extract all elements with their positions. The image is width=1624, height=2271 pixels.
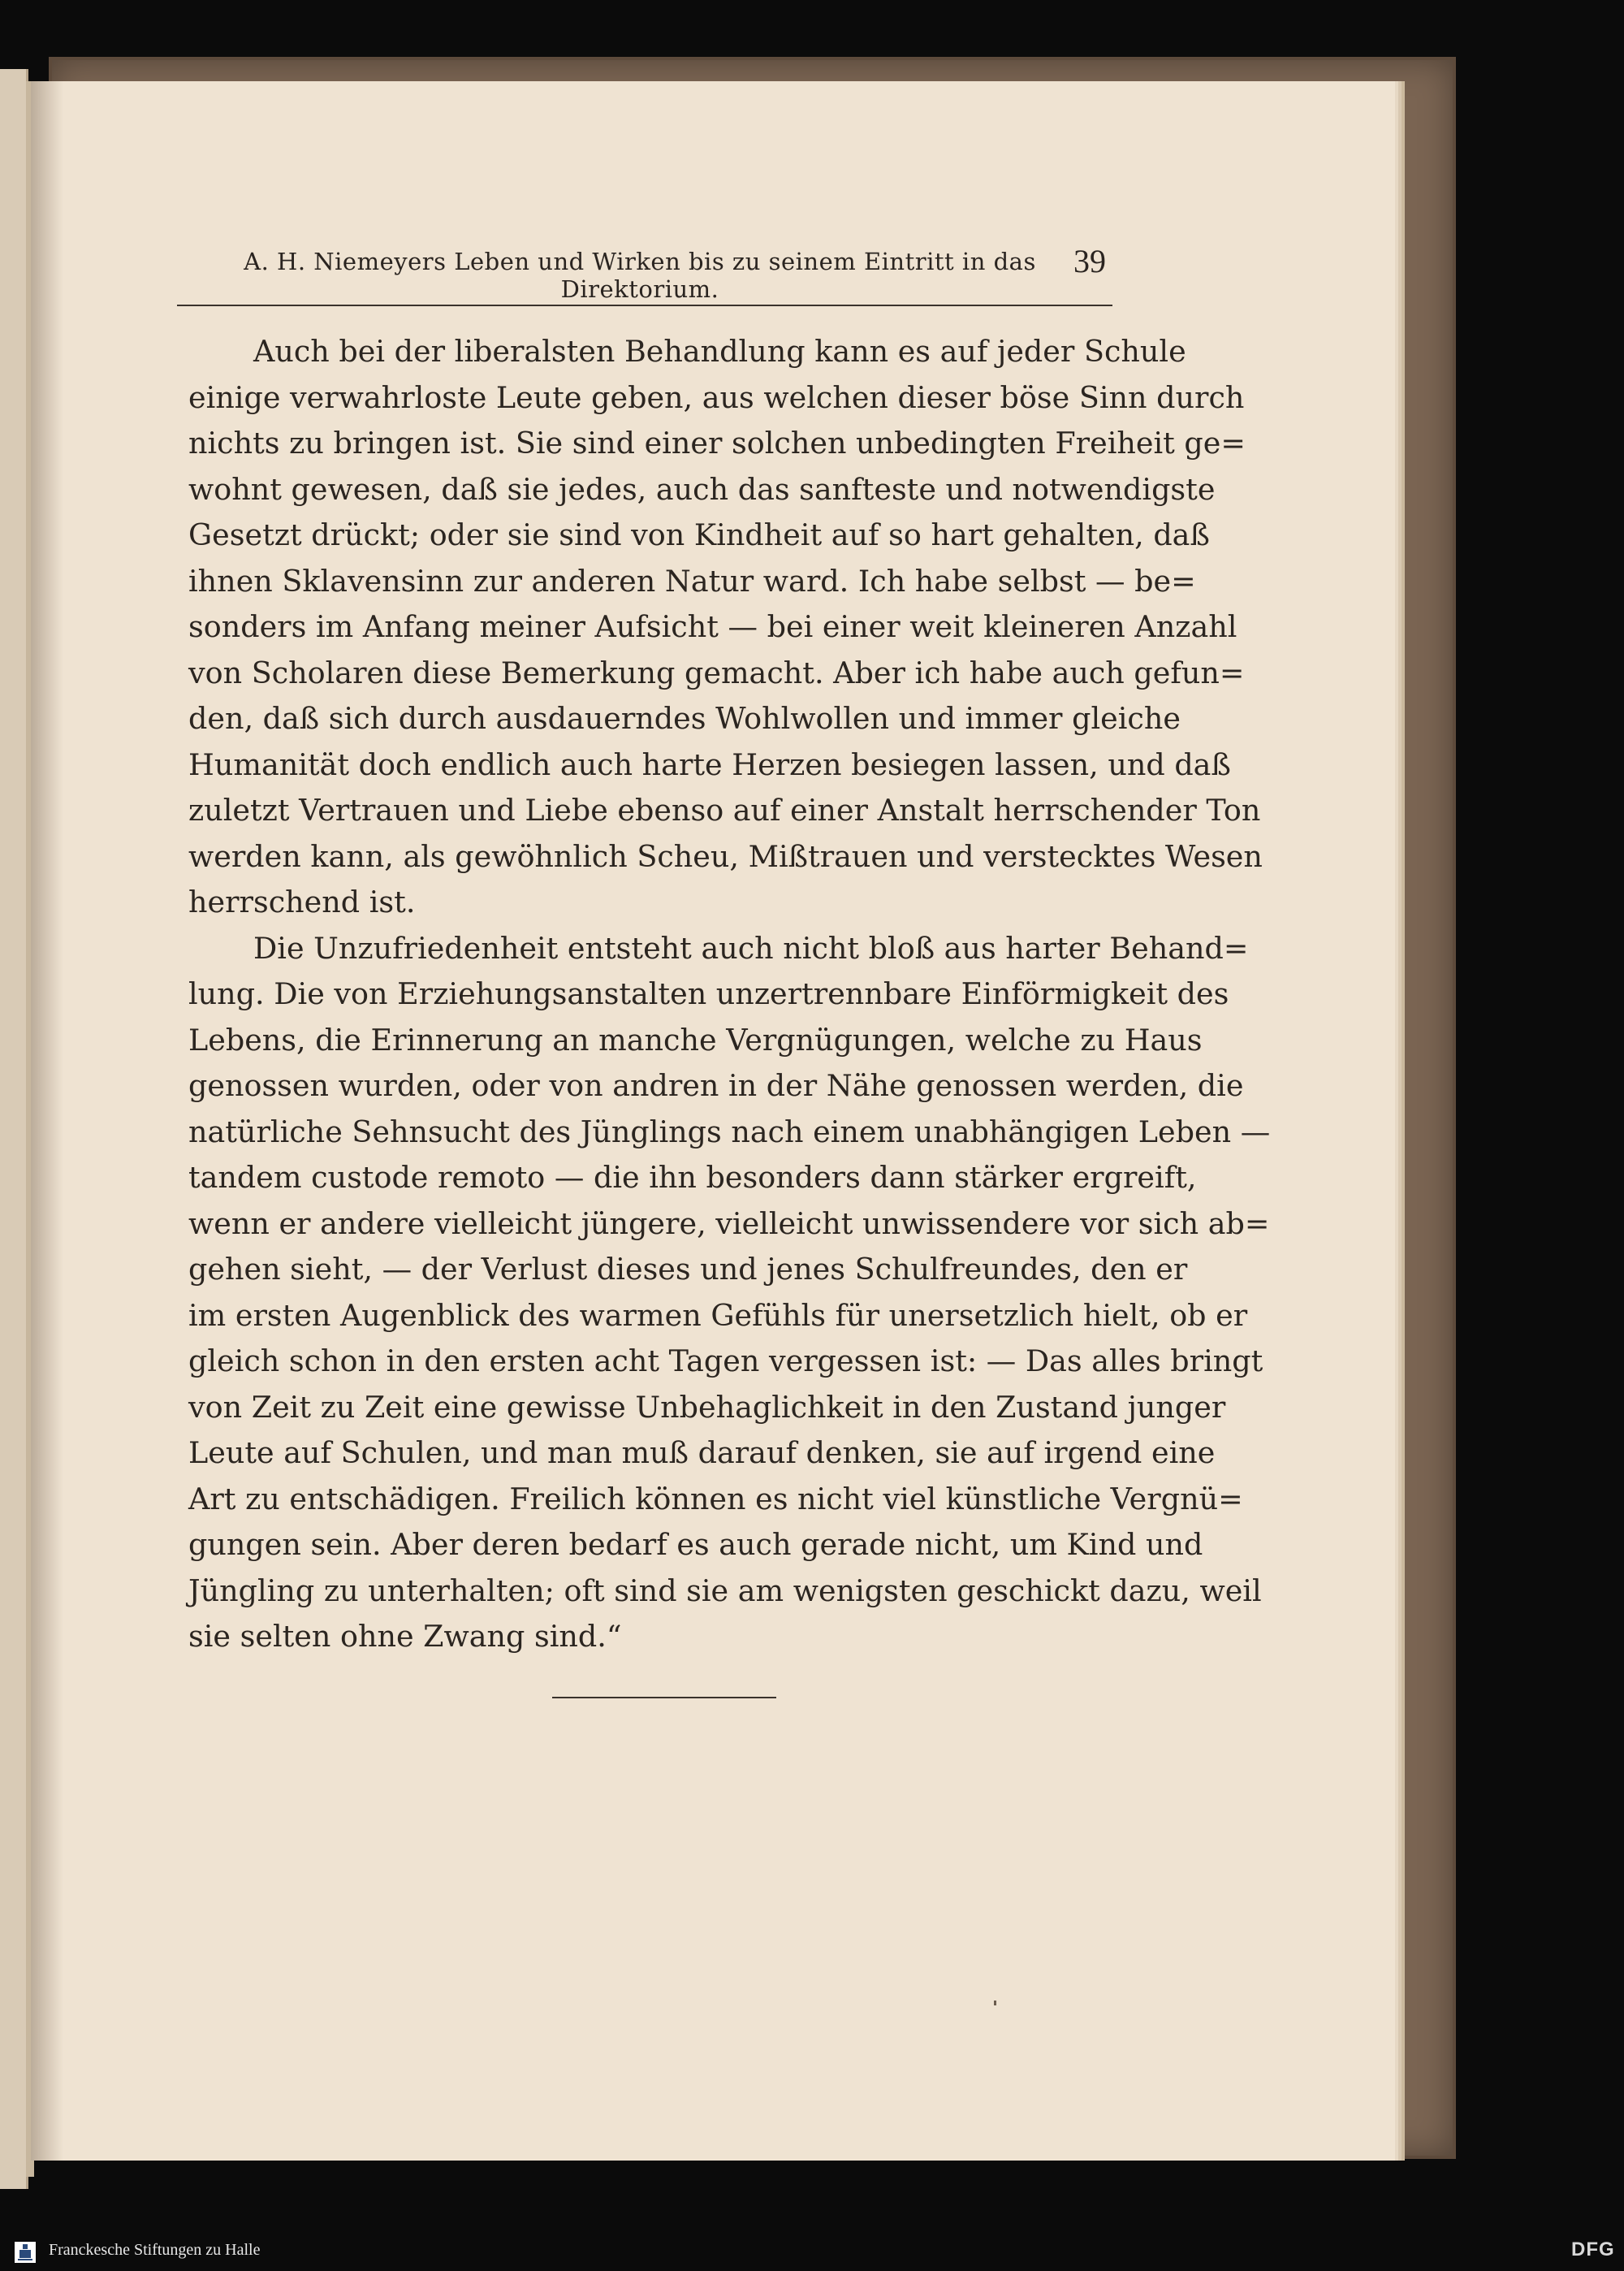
text-line: Humanität doch endlich auch harte Herzen besiegen lassen, und daß — [188, 746, 1231, 782]
text-line: Lebens, die Erinnerung an manche Vergnügungen, welche zu Haus — [188, 1022, 1203, 1058]
dfg-logo: DFG — [1571, 2239, 1615, 2260]
text-line: den, daß sich durch ausdauerndes Wohlwollen und immer gleiche — [188, 701, 1181, 736]
text-line: nichts zu bringen ist. Sie sind einer solchen unbedingten Freiheit ge= — [188, 426, 1246, 461]
text-line: gehen sieht, — der Verlust dieses und jenes Schulfreundes, den er — [188, 1252, 1188, 1287]
section-end-rule — [552, 1697, 776, 1698]
text-line: natürliche Sehnsucht des Jünglings nach einem unabhängigen Leben — — [188, 1114, 1271, 1149]
text-line: von Zeit zu Zeit eine gewisse Unbehaglichkeit in den Zustand junger — [188, 1389, 1226, 1425]
text-line: Leute auf Schulen, und man muß darauf denken, sie auf irgend eine — [188, 1435, 1216, 1470]
francke-foundation-logo-icon — [15, 2242, 36, 2263]
text-line: lung. Die von Erziehungsanstalten unzertrennbare Einförmigkeit des — [188, 976, 1229, 1011]
text-line: gungen sein. Aber deren bedarf es auch gerade nicht, um Kind und — [188, 1527, 1203, 1562]
text-line: gleich schon in den ersten acht Tagen vergessen ist: — Das alles bringt — [188, 1343, 1263, 1378]
running-head: A. H. Niemeyers Leben und Wirken bis zu seinem Eintritt in das Direktorium. — [244, 248, 1036, 303]
text-line: Auch bei der liberalsten Behandlung kann es auf jeder Schule — [253, 334, 1186, 369]
text-line: Jüngling zu unterhalten; oft sind sie am wenigsten geschickt dazu, weil — [188, 1572, 1262, 1608]
header-rule — [177, 305, 1112, 306]
text-line: von Scholaren diese Bemerkung gemacht. Aber ich habe auch gefun= — [188, 655, 1245, 690]
text-line: tandem custode remoto — die ihn besonders dann stärker ergreift, — [188, 1160, 1197, 1195]
text-line: ihnen Sklavensinn zur anderen Natur ward. Ich habe selbst — be= — [188, 563, 1196, 599]
text-line: zuletzt Vertrauen und Liebe ebenso auf einer Anstalt herrschender Ton — [188, 793, 1261, 828]
gutter-shadow — [31, 81, 63, 2161]
text-line: sonders im Anfang meiner Aufsicht — bei einer weit kleineren Anzahl — [188, 609, 1237, 644]
paper-speck — [994, 2001, 996, 2005]
text-line: herrschend ist. — [188, 885, 416, 919]
page-number: 39 — [1073, 243, 1106, 279]
institution-name: Franckesche Stiftungen zu Halle — [49, 2241, 261, 2259]
body-text — [188, 329, 1271, 1660]
previous-page-edge — [0, 69, 28, 2189]
text-line: werden kann, als gewöhnlich Scheu, Mißtrauen und verstecktes Wesen — [188, 838, 1263, 874]
text-line: Gesetzt drückt; oder sie sind von Kindheit auf so hart gehalten, daß — [188, 517, 1210, 552]
text-line: wohnt gewesen, daß sie jedes, auch das sanfteste und notwendigste — [188, 471, 1216, 507]
text-line: einige verwahrloste Leute geben, aus welchen dieser böse Sinn durch — [188, 379, 1245, 415]
text-line: sie selten ohne Zwang sind.“ — [188, 1619, 622, 1654]
text-line: genossen wurden, oder von andren in der Nähe genossen werden, die — [188, 1068, 1244, 1103]
text-line: Art zu entschädigen. Freilich können es nicht viel künstliche Vergnü= — [188, 1481, 1243, 1516]
text-line: wenn er andere vielleicht jüngere, vielleicht unwissendere vor sich ab= — [188, 1205, 1270, 1241]
text-line: Die Unzufriedenheit entsteht auch nicht bloß aus harter Behand= — [253, 930, 1249, 966]
text-line: im ersten Augenblick des warmen Gefühls für unersetzlich hielt, ob er — [188, 1297, 1248, 1333]
